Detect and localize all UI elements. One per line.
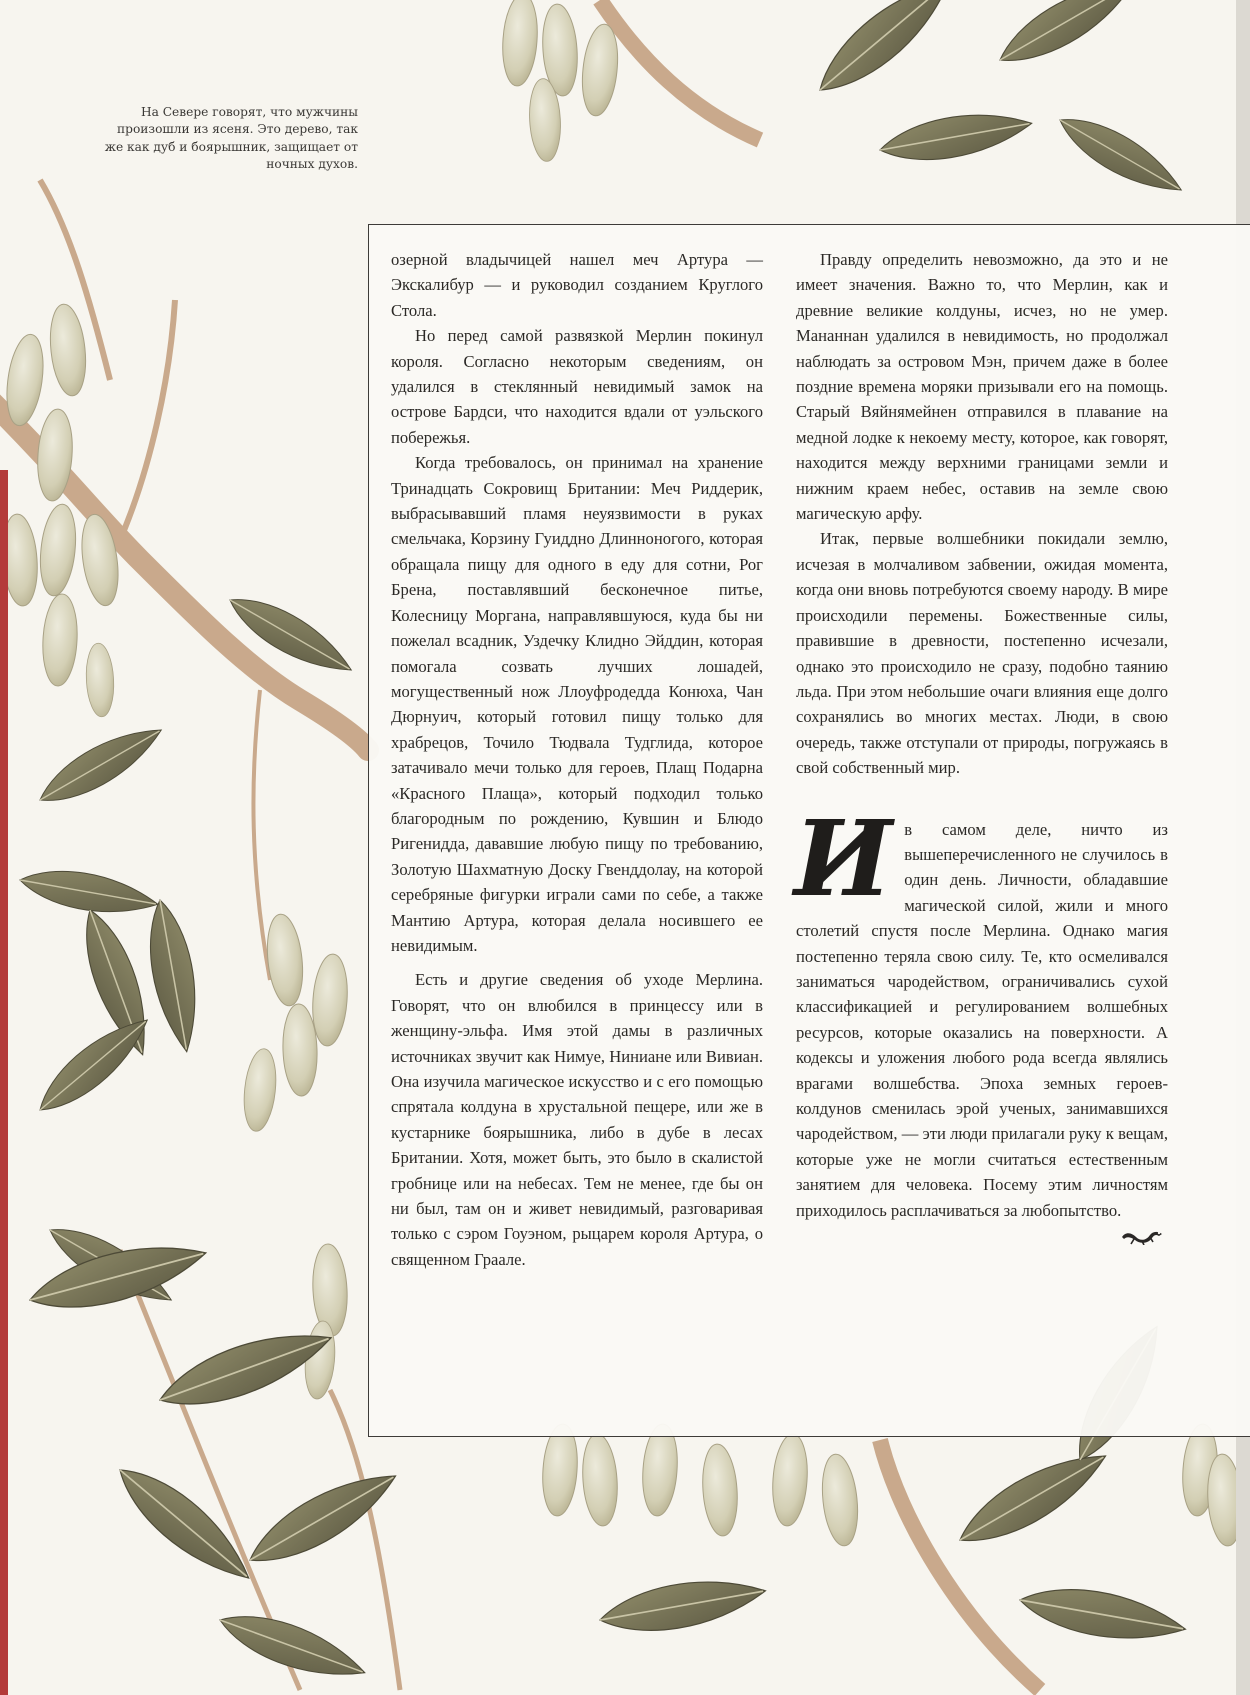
drop-cap-letter: И	[794, 796, 893, 920]
text-frame	[368, 224, 1250, 1437]
right-text-column	[796, 247, 1168, 1223]
lizard-end-mark-icon	[1120, 1225, 1164, 1245]
right-paragraph-3: в самом деле, ничто из вышеперечисленного не случилось в один день. Личности, обладавшие магической силой, жили и много столетий спустя после Мерлина. Однако магия постепенно теряла свою силу. Те, кто осмеливался заниматься чародейством, ограничивались сухой классификацией и регулированием волшебных ресурсов, которые оказались на поверхности. А кодексы и уложения любого рода всегда являлись врагами волшебства. Эпоха земных героев-колдунов сменилась эрой ученых, занимавшихся чародейством, — эти люди прилагали руку к вещам, которые уже не могли считаться естественным занятием для человека. Посему этим личностям приходилось расплачиваться за любопытство.	[796, 819, 1168, 1220]
left-text-column	[391, 247, 763, 1272]
left-paragraph-2: Но перед самой развязкой Мерлин покинул короля. Согласно некоторым сведениям, он удалился в стеклянный невидимый замок на острове Бардси, что находится вдали от уэльского побережья.	[391, 326, 763, 447]
right-paragraph-1: Правду определить невозможно, да это и не имеет значения. Важно то, что Мерлин, как и древние великие колдуны, исчез, но не умер. Мананнан удалился в невидимость, но продолжал наблюдать за островом Мэн, причем даже в более поздние времена моряки призывали его на помощь. Старый Вяйнямейнен отправился в плавание на медной лодке к некоему месту, которое, как говорят, находится между верхними границами земли и нижним краем небес, оставив на земле свою магическую арфу.	[796, 250, 1168, 524]
left-paragraph-4: Есть и другие сведения об уходе Мерлина. Говорят, что он влюбился в принцессу или в женщину-эльфа. Имя этой дамы в различных источниках звучит как Нимуе, Ниниане или Вивиан. Она изучила магическое искусство и с его помощью спрятала колдуна в хрустальной пещере, или же в кустарнике боярышника, либо в дубе в лесах Британии. Хотя, может быть, это было в скалистой гробнице или на небесах. Тем не менее, где бы он ни был, там он и живет невидимый, разговаривая только с сэром Гоуэном, рыцарем короля Артура, о священном Граале.	[391, 970, 763, 1269]
right-paragraph-2: Итак, первые волшебники покидали землю, исчезая в молчаливом забвении, ожидая момента, когда они вновь потребуются своему народу. В мире происходили перемены. Божественные силы, правившие в древности, постепенно исчезали, однако это происходило не сразу, подобно таянию льда. При этом небольшие очаги влияния еще долго сохранялись во многих местах. Люди, в свою очередь, также отступали от природы, погружаясь в свой собственный мир.	[796, 529, 1168, 778]
left-paragraph-1: озерной владычицей нашел меч Артура — Экскалибур — и руководил созданием Круглого Стола.	[391, 250, 763, 320]
dropcap-section	[794, 796, 1168, 1224]
left-paragraph-3: Когда требовалось, он принимал на хранение Тринадцать Сокровищ Британии: Меч Риддерик, выбрасывавший пламя неуязвимости в руках смельчака, Корзину Гуиддно Длинноногого, которая обращала пищу для одного в еду для сотни, Рог Брена, поставлявший бесконечное питье, Колесницу Моргана, направлявшуюся, куда бы ни пожелал всадник, Уздечку Клидно Эйддин, которая помогала созвать лучших лошадей, могущественный нож Ллоуфродедда Конюха, Чан Дюрнуич, который готовил пищу только для храбрецов, Точило Тюдвала Тудглида, которое затачивало мечи только для героев, Плащ Подарна «Красного Плаща», который подходил только благородным по рождению, Кувшин и Блюдо Ригенидда, дававшие любую пищу по требованию, Золотую Шахматную Доску Гвенддолау, на которой серебряные фигурки играли сами по себе, а также Мантию Артура, которая делала носившего ее невидимым.	[391, 453, 763, 955]
illustration-caption: На Севере говорят, что мужчины произошли из ясеня. Это дерево, так же как дуб и боярышник, защищает от ночных духов.	[104, 105, 358, 172]
left-page-edge	[0, 470, 8, 1695]
